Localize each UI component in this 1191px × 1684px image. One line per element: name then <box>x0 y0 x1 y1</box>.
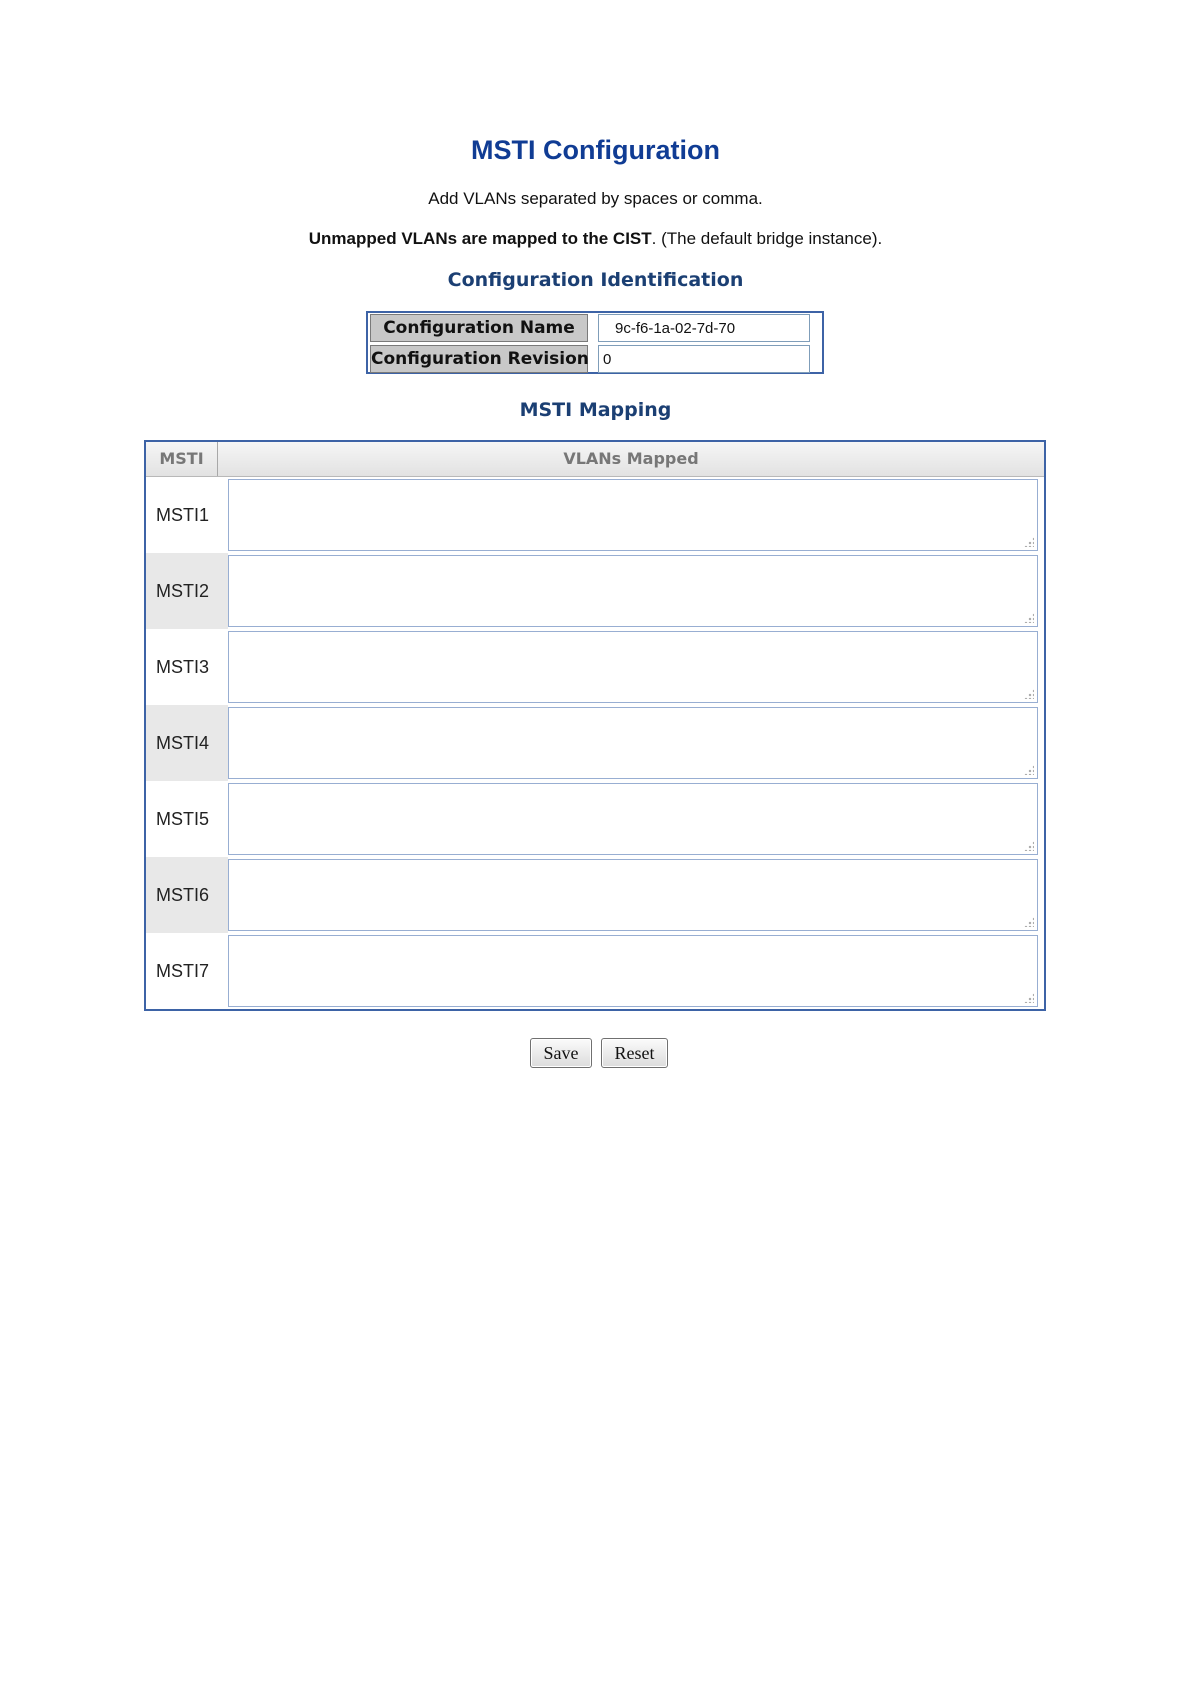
config-name-field[interactable] <box>598 314 810 342</box>
vlans-textarea-msti1[interactable] <box>228 479 1038 551</box>
vlans-textarea-msti2[interactable] <box>228 555 1038 627</box>
table-header <box>146 442 1044 477</box>
vlans-textarea-msti5[interactable] <box>228 783 1038 855</box>
table-row-msti3 <box>146 629 1044 705</box>
cist-note-bold: Unmapped VLANs are mapped to the CIST <box>308 229 652 248</box>
page-title: MSTI Configuration <box>471 135 720 165</box>
table-row-msti6 <box>146 857 1044 933</box>
vlans-textarea-msti7[interactable] <box>228 935 1038 1007</box>
row-label-msti1: MSTI1 <box>156 505 210 525</box>
row-label-msti6: MSTI6 <box>146 857 228 933</box>
cist-note <box>0 228 1191 250</box>
column-header-vlans-mapped: VLANs Mapped <box>563 449 699 468</box>
config-identification-table <box>366 311 824 374</box>
config-revision-label: Configuration Revision <box>370 345 588 373</box>
config-revision-field[interactable] <box>598 345 810 373</box>
msti-mapping-table <box>144 440 1046 1011</box>
instruction-text: Add VLANs separated by spaces or comma. <box>428 189 763 208</box>
table-row-msti7 <box>146 933 1044 1009</box>
row-label-msti7: MSTI7 <box>156 961 210 981</box>
config-revision-row <box>368 344 822 374</box>
table-row-msti5 <box>146 781 1044 857</box>
column-header-msti: MSTI <box>146 442 218 476</box>
row-label-msti2: MSTI2 <box>146 553 228 629</box>
table-row-msti2 <box>146 553 1044 629</box>
msti-mapping-heading: MSTI Mapping <box>519 399 672 421</box>
config-name-label: Configuration Name <box>370 314 588 342</box>
config-identification-heading: Configuration Identification <box>447 269 744 291</box>
cist-note-rest: . (The default bridge instance). <box>651 229 883 248</box>
vlans-textarea-msti3[interactable] <box>228 631 1038 703</box>
row-label-msti5: MSTI5 <box>156 809 210 829</box>
vlans-textarea-msti6[interactable] <box>228 859 1038 931</box>
save-button[interactable]: Save <box>530 1038 592 1068</box>
table-row-msti4 <box>146 705 1044 781</box>
row-label-msti3: MSTI3 <box>156 657 210 677</box>
table-row-msti1 <box>146 477 1044 553</box>
row-label-msti4: MSTI4 <box>146 705 228 781</box>
vlans-textarea-msti4[interactable] <box>228 707 1038 779</box>
reset-button[interactable]: Reset <box>601 1038 668 1068</box>
config-name-row <box>368 313 822 343</box>
